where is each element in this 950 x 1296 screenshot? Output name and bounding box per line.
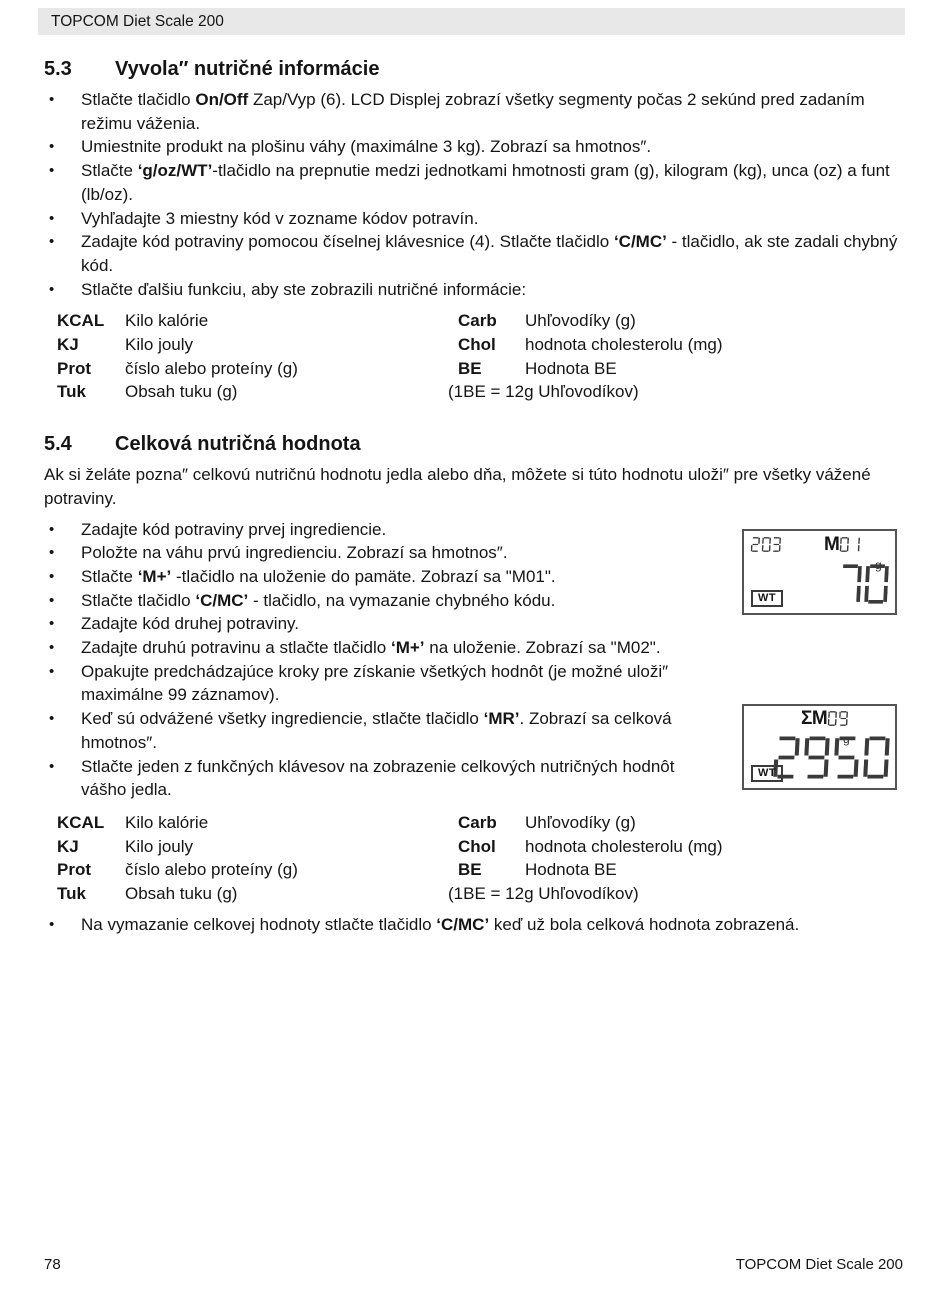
bullet-item <box>44 913 905 937</box>
abbrev-description: číslo alebo proteíny (g) <box>125 358 298 378</box>
abbrev-table-1 <box>57 309 905 404</box>
lcd1-memory-label <box>824 536 860 553</box>
abbrev-key: Carb <box>458 311 497 331</box>
text-segment: Keď sú odvážené všetky ingrediencie, stlačte tlačidlo <box>81 709 484 729</box>
lcd2-wt-badge: WT <box>751 765 783 782</box>
abbrev-description: Obsah tuku (g) <box>125 884 238 904</box>
text-segment: Vyhľadajte 3 miestny kód v zozname kódov potravín. <box>81 208 479 228</box>
lcd2-memory-prefix: ΣM <box>801 708 828 729</box>
text-segment: ‘C/MC’ <box>436 914 490 934</box>
abbrev-footnote: (1BE = 12g Uhľovodíkov) <box>448 884 639 904</box>
bullet-text <box>81 88 905 135</box>
bullet-text <box>81 230 905 277</box>
abbrev-description: Hodnota BE <box>525 358 617 378</box>
bullet-marker: • <box>49 710 55 728</box>
lcd2-weight-value <box>774 736 889 779</box>
seven-segment-digit <box>851 537 860 552</box>
bullet-marker: • <box>49 233 55 251</box>
text-segment: On/Off <box>195 90 249 109</box>
abbrev-key: Chol <box>458 335 496 355</box>
bullet-marker: • <box>49 757 55 775</box>
section-53-number: 5.3 <box>44 58 72 80</box>
text-segment: ‘M+’ <box>137 566 172 586</box>
page-footer <box>44 1253 903 1277</box>
bullet-marker: • <box>49 520 55 538</box>
lcd2-memory-label <box>801 710 848 727</box>
abbrev-table-2 <box>57 811 905 906</box>
bullet-marker: • <box>49 162 55 180</box>
abbrev-key: BE <box>458 358 482 378</box>
text-segment: Položte na váhu prvú ingredienciu. Zobrazí sa hmotnos″. <box>81 543 508 563</box>
bullet-text <box>81 755 689 802</box>
bullet-text <box>81 707 689 754</box>
lcd1-memory-prefix: M <box>824 534 840 555</box>
seven-segment-digit <box>751 537 760 552</box>
seven-segment-digit <box>840 537 849 552</box>
text-segment: Umiestnite produkt na plošinu váhy (maximálne 3 kg). Zobrazí sa hmotnos″. <box>81 137 652 157</box>
text-segment: Stlačte ďalšiu funkciu, aby ste zobrazili nutričné informácie: <box>81 279 527 299</box>
text-segment: - tlačidlo, ak ste zadali chybný kód. <box>81 232 898 275</box>
text-segment: ‘C/MC’ <box>613 232 667 252</box>
abbrev-description: číslo alebo proteíny (g) <box>125 860 298 880</box>
bullet-list-53 <box>44 88 905 301</box>
section-53-heading <box>44 58 905 81</box>
lcd1-weight-value <box>838 564 888 604</box>
bullet-marker: • <box>49 915 55 933</box>
abbrev-key: Tuk <box>57 382 86 402</box>
text-segment: -tlačidlo na prepnutie medzi jednotkami hmotnosti gram (g), kilogram (kg), unca (oz) a funt (lb/oz). <box>81 161 890 204</box>
abbrev-description: Hodnota BE <box>525 860 617 880</box>
abbrev-key: KJ <box>57 836 79 856</box>
seven-segment-digit <box>772 537 781 552</box>
section-54-heading <box>44 433 905 456</box>
bullet-text <box>81 207 905 231</box>
text-segment: Stlačte tlačidlo <box>81 90 196 109</box>
abbrev-description: Kilo kalórie <box>125 812 209 832</box>
bullet-item <box>44 88 905 135</box>
seven-segment-digit <box>837 564 862 604</box>
section-54-title: Celková nutričná hodnota <box>115 433 361 456</box>
seven-segment-digit <box>839 711 848 726</box>
abbrev-key: Tuk <box>57 884 86 904</box>
text-segment: keď už bola celková hodnota zobrazená. <box>489 914 800 934</box>
abbrev-key: Prot <box>57 860 91 880</box>
abbrev-key: KCAL <box>57 311 105 331</box>
bullet-item <box>44 135 905 159</box>
abbrev-key: Prot <box>57 358 91 378</box>
bullet-item <box>44 230 905 277</box>
text-segment: Zadajte kód potraviny pomocou číselnej klávesnice (4). Stlačte tlačidlo <box>81 232 614 252</box>
text-segment: Stlačte <box>81 161 138 181</box>
bullet-marker: • <box>49 138 55 156</box>
bullet-text <box>81 636 905 660</box>
footer-title: TOPCOM Diet Scale 200 <box>735 1256 903 1273</box>
lcd-display-2 <box>742 704 897 790</box>
bullet-text <box>81 159 905 206</box>
seven-segment-digit <box>761 537 770 552</box>
text-segment: - tlačidlo, na vymazanie chybného kódu. <box>248 590 556 610</box>
abbrev-description: Kilo jouly <box>125 836 194 856</box>
footer-page-number: 78 <box>44 1256 61 1273</box>
bullet-marker: • <box>49 591 55 609</box>
abbrev-key: KJ <box>57 335 79 355</box>
text-segment: ‘MR’ <box>483 709 520 729</box>
abbrev-key: Chol <box>458 836 496 856</box>
text-segment: Stlačte jeden z funkčných klávesov na zobrazenie celkových nutričných hodnôt vášho jedla. <box>81 756 675 800</box>
seven-segment-digit <box>864 564 889 604</box>
bullet-marker: • <box>49 662 55 680</box>
bullet-item <box>44 207 905 231</box>
seven-segment-digit <box>833 736 860 779</box>
bullet-marker: • <box>49 544 55 562</box>
seven-segment-digit <box>863 736 890 779</box>
seven-segment-digit <box>828 711 837 726</box>
bullet-item <box>44 159 905 206</box>
text-segment: Opakujte predchádzajúce kroky pre získanie všetkých hodnôt (je možné uloži″ maximálne 99 záznamov). <box>81 661 669 705</box>
abbrev-description: Kilo jouly <box>125 335 194 355</box>
bullet-marker: • <box>49 91 55 108</box>
text-segment: Zadajte kód potraviny prvej ingrediencie. <box>81 519 387 539</box>
bullet-item <box>44 278 905 302</box>
section-53-title: Vyvola″ nutričné informácie <box>115 58 380 80</box>
lcd1-wt-badge: WT <box>751 590 783 607</box>
lcd-display-1 <box>742 529 897 615</box>
bullet-text <box>81 612 905 636</box>
abbrev-description: hodnota cholesterolu (mg) <box>525 335 723 355</box>
lcd2-memory-number <box>828 711 847 726</box>
section-54-number: 5.4 <box>44 433 72 456</box>
abbrev-key: Carb <box>458 812 497 832</box>
bullet-marker: • <box>49 615 55 633</box>
text-segment: ‘g/oz/WT’ <box>137 161 213 181</box>
bullet-marker: • <box>49 639 55 657</box>
bullet-item <box>44 660 905 707</box>
bullet-marker: • <box>49 280 55 298</box>
text-segment: Zap/Vyp (6). LCD Displej zobrazí všetky segmenty počas 2 sekúnd pred zadaním režimu váženia. <box>81 90 865 133</box>
seven-segment-digit <box>803 736 830 779</box>
text-segment: Na vymazanie celkovej hodnoty stlačte tlačidlo <box>81 914 437 934</box>
abbrev-description: Kilo kalórie <box>125 311 209 331</box>
text-segment: -tlačidlo na uloženie do pamäte. Zobrazí sa "M01". <box>171 566 556 586</box>
text-segment: Zadajte kód druhej potraviny. <box>81 614 299 634</box>
lcd1-food-code <box>751 537 781 552</box>
text-segment: na uloženie. Zobrazí sa "M02". <box>424 638 661 658</box>
bullet-text <box>81 278 905 302</box>
text-segment: ‘M+’ <box>390 638 425 658</box>
bullet-marker: • <box>49 209 55 227</box>
closing-bullet-list <box>44 913 905 937</box>
abbrev-key: BE <box>458 860 482 880</box>
abbrev-description: Uhľovodíky (g) <box>525 311 636 331</box>
bullet-item <box>44 612 905 636</box>
page-header-bar <box>38 8 905 35</box>
section-54-intro: Ak si želáte pozna″ celkovú nutričnú hodnotu jedla alebo dňa, môžete si túto hodnotu uloži″ pre všetky vážené potraviny. <box>44 465 871 508</box>
text-segment: ‘C/MC’ <box>195 590 249 610</box>
bullet-marker: • <box>49 567 55 585</box>
lcd1-memory-number <box>840 537 859 552</box>
bullet-text <box>81 913 905 937</box>
abbrev-description: hodnota cholesterolu (mg) <box>525 836 723 856</box>
abbrev-key: KCAL <box>57 812 105 832</box>
abbrev-footnote: (1BE = 12g Uhľovodíkov) <box>448 382 639 402</box>
abbrev-description: Obsah tuku (g) <box>125 382 238 402</box>
header-title: TOPCOM Diet Scale 200 <box>51 12 224 30</box>
text-segment: Stlačte <box>81 566 138 586</box>
bullet-text <box>81 660 689 707</box>
text-segment: Zadajte druhú potravinu a stlačte tlačidlo <box>81 638 391 658</box>
text-segment: Stlačte tlačidlo <box>81 590 196 610</box>
abbrev-description: Uhľovodíky (g) <box>525 812 636 832</box>
text-segment: . Zobrazí sa celková hmotnos″. <box>81 709 672 752</box>
bullet-text <box>81 135 905 159</box>
bullet-item <box>44 636 905 660</box>
manual-page <box>0 8 950 1296</box>
